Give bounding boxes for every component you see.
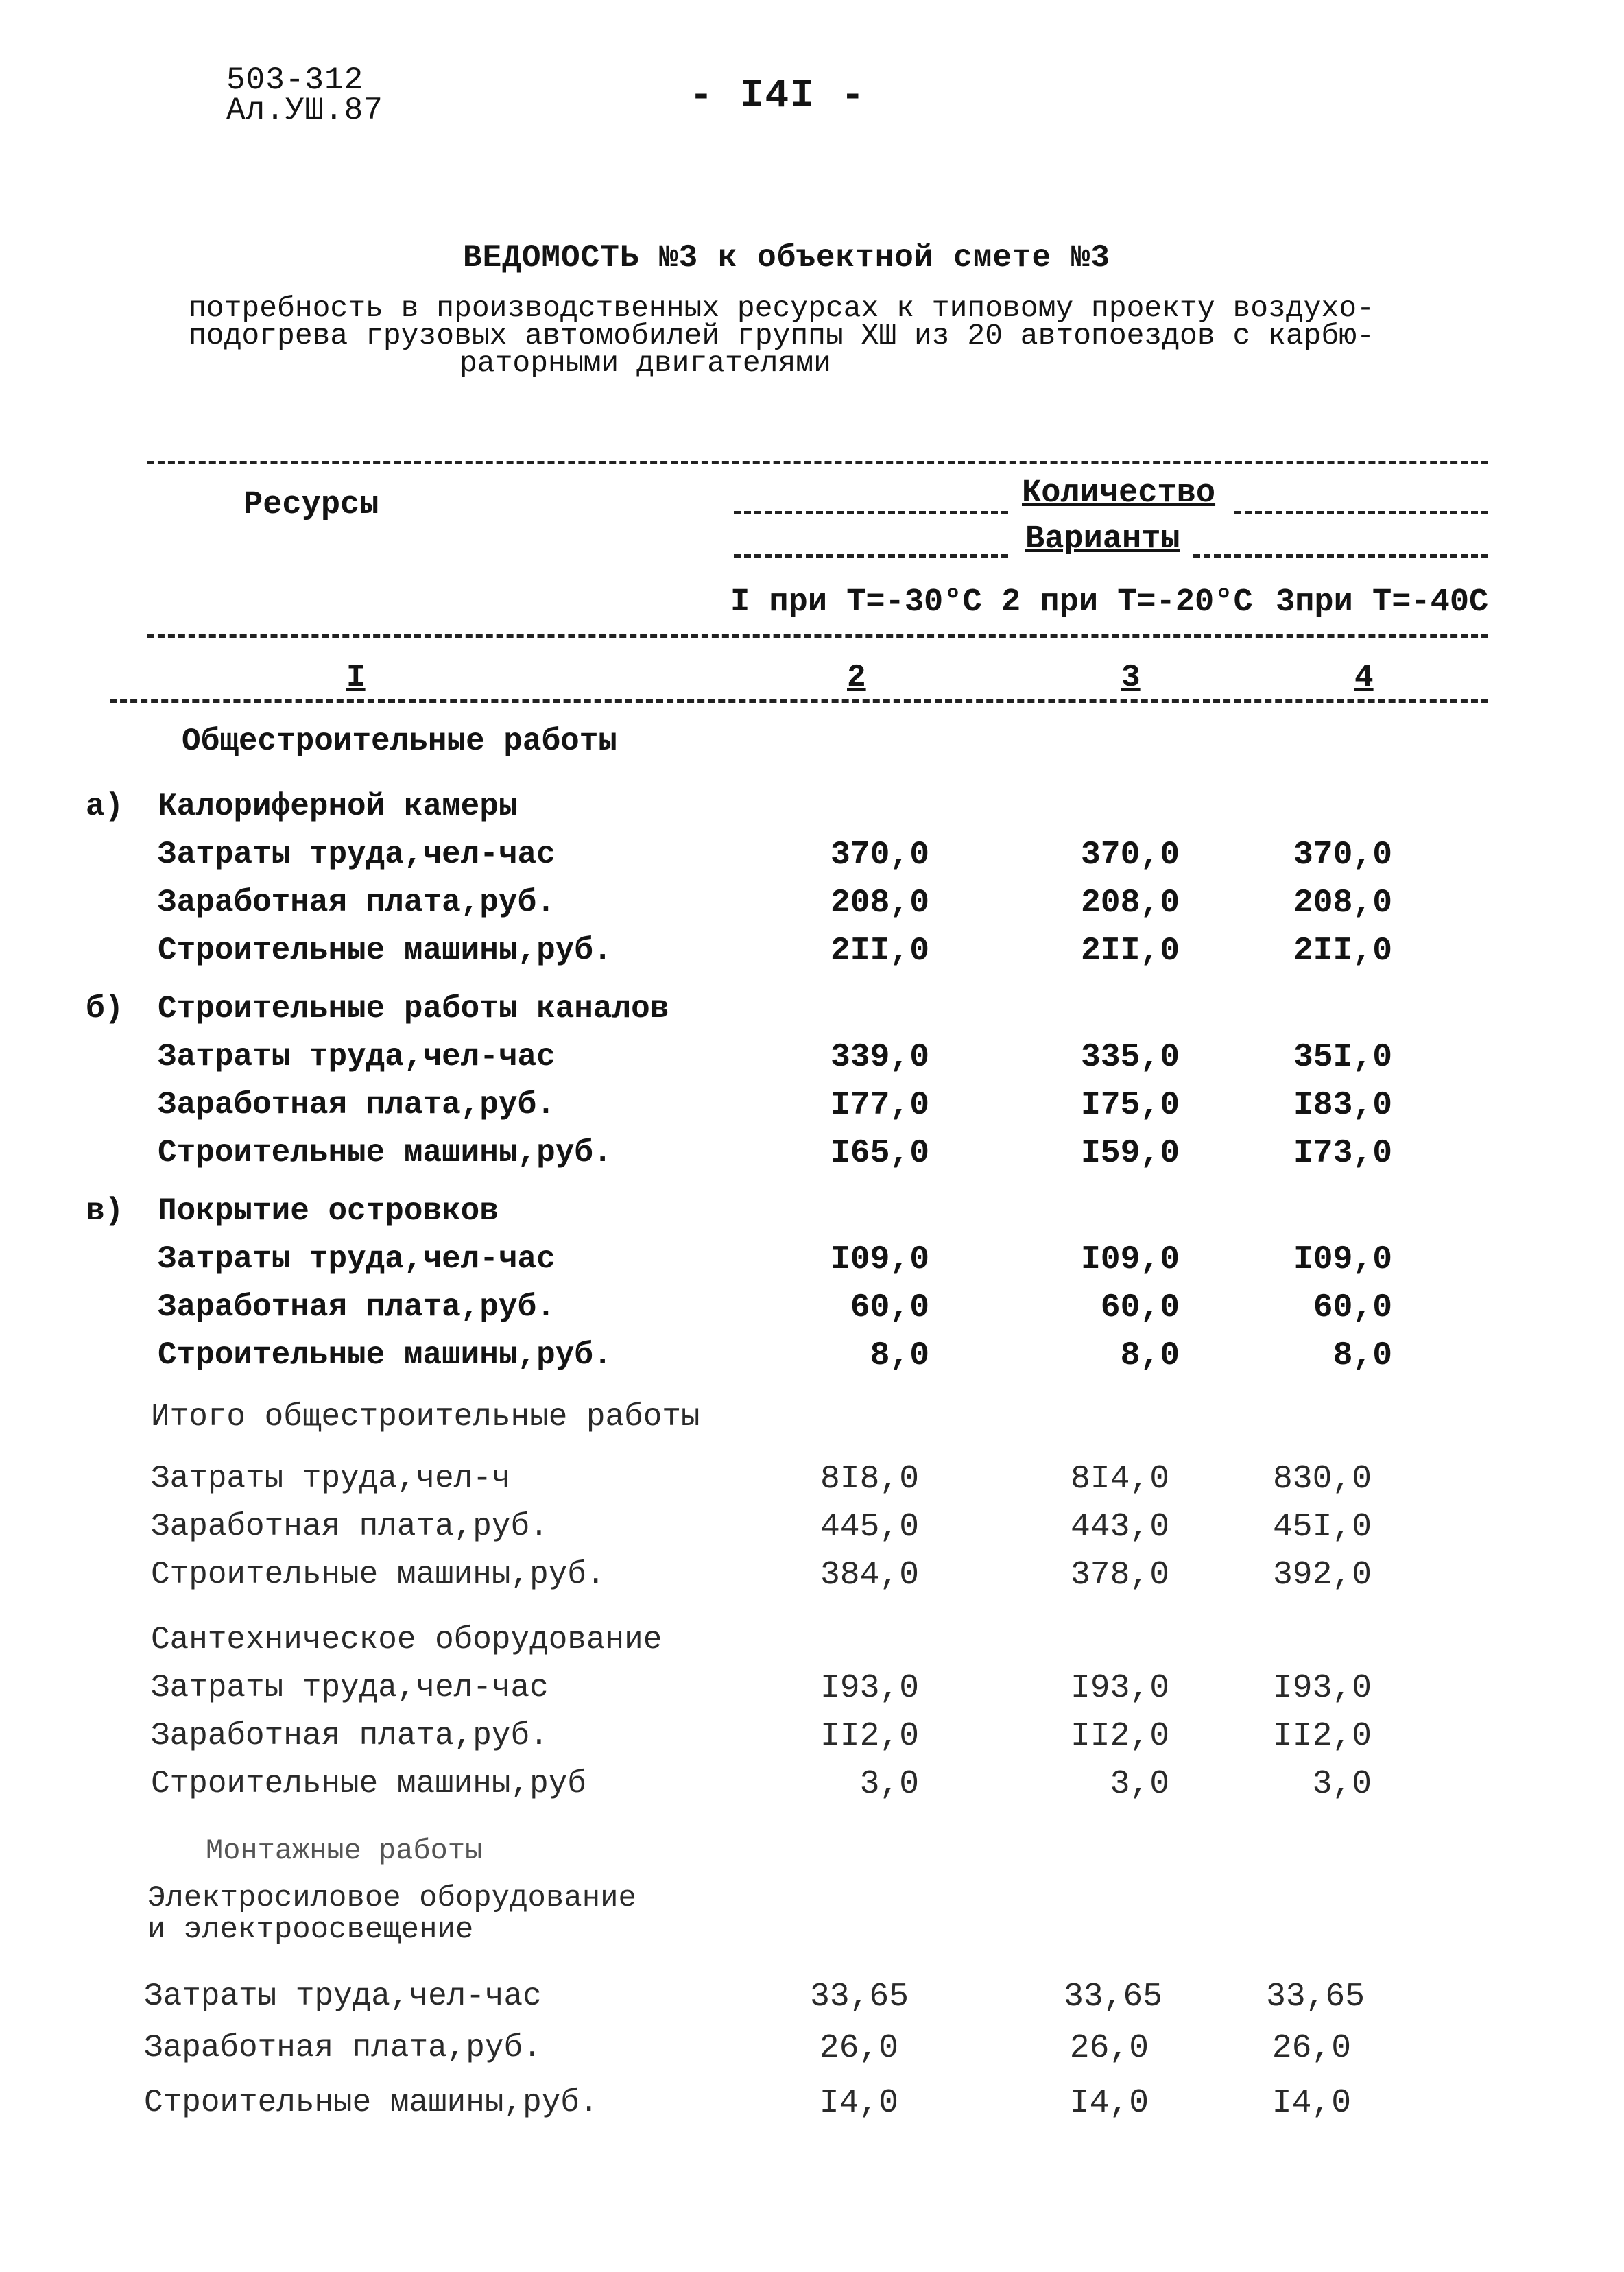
row-value-variant-2: 370,0 xyxy=(1080,837,1180,874)
row-value-variant-3: 2II,0 xyxy=(1293,933,1392,970)
subtitle-line-3: раторными двигателями xyxy=(459,346,831,380)
row-value-variant-2: 26,0 xyxy=(1069,2030,1149,2067)
row-value-variant-1: 60,0 xyxy=(850,1289,929,1326)
row-value-variant-1: 33,65 xyxy=(809,1978,909,2016)
table-row xyxy=(0,1135,1624,1182)
row-value-variant-3: 208,0 xyxy=(1293,885,1392,922)
row-label: Затраты труда,чел-час xyxy=(158,837,556,872)
row-value-variant-3: I09,0 xyxy=(1293,1241,1392,1278)
subtitle-line-1: потребность в производственных ресурсах к типовому проекту воздухо- xyxy=(189,291,1374,325)
row-value-variant-2: 443,0 xyxy=(1070,1509,1169,1546)
row-value-variant-1: II2,0 xyxy=(820,1718,919,1755)
row-value-variant-1: 384,0 xyxy=(820,1557,919,1594)
section-a-marker: а) xyxy=(86,789,124,824)
row-value-variant-3: 45I,0 xyxy=(1272,1509,1372,1546)
row-value-variant-3: II2,0 xyxy=(1272,1718,1372,1755)
section-b-title: Строительные работы каналов xyxy=(158,991,669,1027)
variants-left-rule xyxy=(734,554,1008,558)
row-value-variant-2: 33,65 xyxy=(1063,1978,1162,2016)
row-value-variant-1: 445,0 xyxy=(820,1509,919,1546)
row-value-variant-2: 208,0 xyxy=(1080,885,1180,922)
row-label: Строительные машины,руб. xyxy=(151,1557,606,1592)
row-value-variant-1: 339,0 xyxy=(830,1039,929,1076)
section-c-marker: в) xyxy=(86,1193,124,1229)
row-label: Заработная плата,руб. xyxy=(151,1509,549,1544)
table-row xyxy=(0,837,1624,883)
table-row xyxy=(0,2085,1624,2131)
section-c xyxy=(86,1193,499,1229)
row-value-variant-1: 8,0 xyxy=(870,1337,929,1374)
row-value-variant-1: I4,0 xyxy=(819,2085,898,2122)
row-value-variant-3: I83,0 xyxy=(1293,1087,1392,1124)
section-electro-line-1: Электросиловое оборудование xyxy=(147,1881,636,1915)
row-value-variant-2: 8I4,0 xyxy=(1070,1461,1169,1498)
row-label: Строительные машины,руб. xyxy=(144,2085,599,2120)
row-value-variant-3: 3,0 xyxy=(1312,1766,1372,1803)
row-value-variant-1: 370,0 xyxy=(830,837,929,874)
row-label: Строительные машины,руб. xyxy=(158,1337,612,1373)
column-number-4: 4 xyxy=(1354,660,1374,695)
quantity-header: Количество xyxy=(1022,475,1216,512)
row-value-variant-2: 3,0 xyxy=(1110,1766,1169,1803)
section-installation-works: Монтажные работы xyxy=(206,1834,483,1867)
column-number-3: 3 xyxy=(1121,660,1141,695)
section-electro-line-2: и электроосвещение xyxy=(147,1913,474,1947)
table-row xyxy=(0,933,1624,979)
table-row xyxy=(0,2030,1624,2077)
table-row xyxy=(0,1718,1624,1765)
section-sanitary-equipment: Сантехническое оборудование xyxy=(151,1622,662,1658)
row-value-variant-2: 335,0 xyxy=(1080,1039,1180,1076)
row-label: Заработная плата,руб. xyxy=(158,1289,556,1325)
row-label: Затраты труда,чел-час xyxy=(158,1039,556,1075)
row-value-variant-2: 8,0 xyxy=(1120,1337,1180,1374)
row-value-variant-3: 33,65 xyxy=(1265,1978,1365,2016)
resources-column-header: Ресурсы xyxy=(243,487,379,523)
subtitle-line-2: подогрева грузовых автомобилей группы ХШ из 20 автопоездов с карбю- xyxy=(189,319,1374,352)
row-value-variant-1: I77,0 xyxy=(830,1087,929,1124)
variant-2-header: 2 при Т=-20°С xyxy=(1001,584,1253,621)
row-value-variant-2: 378,0 xyxy=(1070,1557,1169,1594)
row-value-variant-2: I4,0 xyxy=(1069,2085,1149,2122)
table-row xyxy=(0,1241,1624,1288)
variants-right-rule xyxy=(1193,554,1488,558)
row-value-variant-2: II2,0 xyxy=(1070,1718,1169,1755)
quantity-left-rule xyxy=(734,511,1008,514)
row-label: Затраты труда,чел-час xyxy=(151,1670,549,1706)
table-row xyxy=(0,1509,1624,1555)
table-row xyxy=(0,885,1624,931)
table-row xyxy=(0,1557,1624,1603)
quantity-right-rule xyxy=(1234,511,1488,514)
row-value-variant-2: I09,0 xyxy=(1080,1241,1180,1278)
row-label: Затраты труда,чел-ч xyxy=(151,1461,511,1496)
table-row xyxy=(0,1461,1624,1507)
row-label: Заработная плата,руб. xyxy=(158,885,556,920)
document-code xyxy=(226,62,383,128)
table-row xyxy=(0,1978,1624,2025)
section-electro-equipment xyxy=(147,1882,636,1946)
section-b-marker: б) xyxy=(86,991,124,1027)
page-title: ВЕДОМОСТЬ №3 к объектной смете №3 xyxy=(463,240,1110,276)
row-value-variant-1: 26,0 xyxy=(819,2030,898,2067)
row-value-variant-1: I65,0 xyxy=(830,1135,929,1172)
row-value-variant-3: 830,0 xyxy=(1272,1461,1372,1498)
column-number-1: I xyxy=(346,660,366,695)
column-numbers-rule xyxy=(110,699,1488,703)
row-label: Строительные машины,руб. xyxy=(158,1135,612,1171)
table-row xyxy=(0,1670,1624,1717)
subtitle xyxy=(189,291,1374,380)
section-b xyxy=(86,991,669,1027)
variant-3-header: 3при Т=-40С xyxy=(1276,584,1489,621)
row-label: Затраты труда,чел-час xyxy=(158,1241,556,1277)
section-general-construction: Общестроительные работы xyxy=(182,724,617,759)
column-number-2: 2 xyxy=(847,660,866,695)
row-value-variant-2: I93,0 xyxy=(1070,1670,1169,1707)
section-a xyxy=(86,789,518,824)
table-row xyxy=(0,1039,1624,1086)
row-value-variant-3: 8,0 xyxy=(1333,1337,1392,1374)
row-value-variant-1: I09,0 xyxy=(830,1241,929,1278)
row-value-variant-3: I4,0 xyxy=(1271,2085,1351,2122)
header-bottom-rule xyxy=(147,634,1488,638)
page-number: - I4I - xyxy=(689,74,866,119)
row-label: Заработная плата,руб. xyxy=(144,2030,542,2066)
row-value-variant-2: I75,0 xyxy=(1080,1087,1180,1124)
row-value-variant-1: 208,0 xyxy=(830,885,929,922)
row-label: Заработная плата,руб. xyxy=(158,1087,556,1123)
document-code-line1: 503-312 xyxy=(226,62,364,98)
table-row xyxy=(0,1289,1624,1336)
section-total-general: Итого общестроительные работы xyxy=(151,1399,700,1435)
row-value-variant-2: 2II,0 xyxy=(1080,933,1180,970)
section-a-title: Калориферной камеры xyxy=(158,789,518,824)
section-c-title: Покрытие островков xyxy=(158,1193,499,1229)
row-value-variant-3: 26,0 xyxy=(1271,2030,1351,2067)
row-value-variant-3: 370,0 xyxy=(1293,837,1392,874)
row-label: Затраты труда,чел-час xyxy=(144,1978,542,2014)
row-value-variant-1: 2II,0 xyxy=(830,933,929,970)
variant-1-header: I при Т=-30°С xyxy=(730,584,982,621)
row-value-variant-1: 8I8,0 xyxy=(820,1461,919,1498)
row-value-variant-3: 35I,0 xyxy=(1293,1039,1392,1076)
document-code-line2: Ал.УШ.87 xyxy=(226,93,383,128)
row-label: Заработная плата,руб. xyxy=(151,1718,549,1754)
table-row xyxy=(0,1337,1624,1384)
row-value-variant-3: 392,0 xyxy=(1272,1557,1372,1594)
row-value-variant-1: 3,0 xyxy=(859,1766,919,1803)
table-row xyxy=(0,1766,1624,1813)
table-row xyxy=(0,1087,1624,1134)
row-label: Строительные машины,руб. xyxy=(158,933,612,968)
variants-header: Варианты xyxy=(1025,521,1180,558)
row-value-variant-2: 60,0 xyxy=(1100,1289,1180,1326)
row-value-variant-1: I93,0 xyxy=(820,1670,919,1707)
row-value-variant-3: I93,0 xyxy=(1272,1670,1372,1707)
row-value-variant-3: 60,0 xyxy=(1313,1289,1392,1326)
table-top-rule xyxy=(147,461,1488,464)
row-label: Строительные машины,руб xyxy=(151,1766,586,1802)
row-value-variant-2: I59,0 xyxy=(1080,1135,1180,1172)
row-value-variant-3: I73,0 xyxy=(1293,1135,1392,1172)
